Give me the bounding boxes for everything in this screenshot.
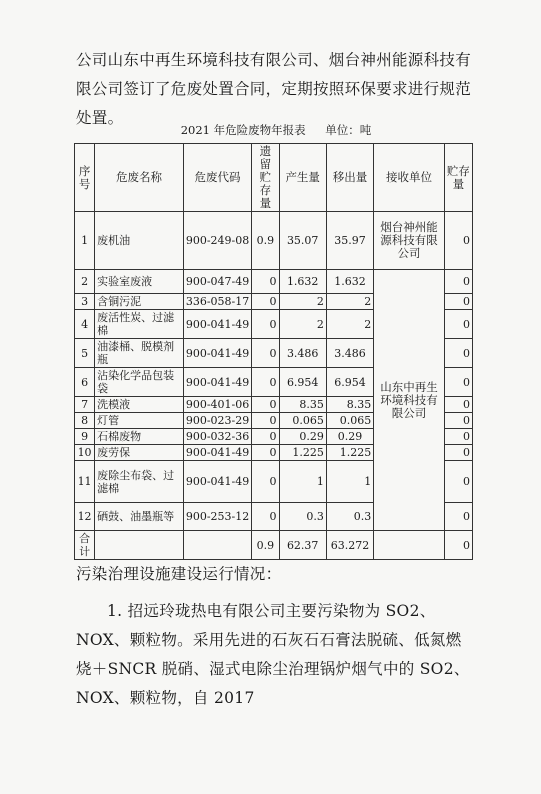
cell-removed: 8.35 [326,397,373,413]
cell-produced: 1.225 [279,445,326,461]
receiver-shenzhou: 烟台神州能源科技有限公司 [374,212,445,270]
cell-legacy: 0.9 [252,212,279,270]
total-empty-code [183,531,252,560]
table-total-row [75,531,473,560]
cell-code: 900-249-08 [183,212,252,270]
cell-removed: 35.97 [326,212,373,270]
intro-paragraph: 公司山东中再生环境科技有限公司、烟台神州能源科技有限公司签订了危废处置合同，定期按照环保要求进行规范处置。 [76,51,472,127]
total-empty-name [95,531,184,560]
total-label: 合计 [75,531,95,560]
cell-produced: 3.486 [279,339,326,368]
cell-stored: 0 [444,294,472,310]
cell-legacy: 0 [252,445,279,461]
cell-removed: 2 [326,310,373,339]
cell-produced: 1.632 [279,270,326,294]
header-removed: 移出量 [326,144,373,212]
cell-name: 石棉废物 [95,429,184,445]
cell-legacy: 0 [252,270,279,294]
cell-removed: 1.225 [326,445,373,461]
cell-code: 900-023-29 [183,413,252,429]
cell-no: 12 [75,503,95,531]
total-stored: 0 [444,531,472,560]
cell-produced: 0.3 [279,503,326,531]
cell-legacy: 0 [252,413,279,429]
cell-stored: 0 [444,339,472,368]
cell-removed: 1.632 [326,270,373,294]
table-header-row [75,144,473,212]
cell-removed: 2 [326,294,373,310]
cell-no: 11 [75,461,95,503]
cell-removed: 3.486 [326,339,373,368]
cell-code: 900-041-49 [183,339,252,368]
cell-code: 336-058-17 [183,294,252,310]
cell-removed: 0.065 [326,413,373,429]
cell-stored: 0 [444,503,472,531]
receiver-zhongzaisheng: 山东中再生环境科技有限公司 [374,270,445,531]
cell-stored: 0 [444,397,472,413]
header-no: 序号 [75,144,95,212]
cell-code: 900-041-49 [183,310,252,339]
cell-legacy: 0 [252,461,279,503]
cell-legacy: 0 [252,368,279,397]
cell-name: 油漆桶、脱模剂瓶 [95,339,184,368]
cell-produced: 0.065 [279,413,326,429]
table-row [75,270,473,294]
cell-produced: 2 [279,310,326,339]
total-produced: 62.37 [279,531,326,560]
header-produced: 产生量 [279,144,326,212]
cell-name: 含铜污泥 [95,294,184,310]
section-title: 污染治理设施建设运行情况： [76,565,282,583]
cell-stored: 0 [444,270,472,294]
cell-no: 9 [75,429,95,445]
total-legacy: 0.9 [252,531,279,560]
cell-name: 实验室废液 [95,270,184,294]
header-receiver: 接收单位 [374,144,445,212]
cell-name: 废除尘布袋、过滤棉 [95,461,184,503]
cell-code: 900-401-06 [183,397,252,413]
header-legacy: 遗留贮存量 [252,144,279,212]
cell-no: 10 [75,445,95,461]
cell-removed: 0.29 [326,429,373,445]
cell-name: 沾染化学品包装袋 [95,368,184,397]
cell-code: 900-047-49 [183,270,252,294]
cell-removed: 6.954 [326,368,373,397]
cell-name: 废机油 [95,212,184,270]
table-caption [76,122,476,138]
cell-no: 5 [75,339,95,368]
cell-name: 硒鼓、油墨瓶等 [95,503,184,531]
cell-name: 灯管 [95,413,184,429]
cell-stored: 0 [444,445,472,461]
cell-name: 洗模液 [95,397,184,413]
cell-legacy: 0 [252,397,279,413]
table-row [75,212,473,270]
cell-removed: 0.3 [326,503,373,531]
body-paragraph: 1. 招远玲珑热电有限公司主要污染物为 SO2、NOX、颗粒物。采用先进的石灰石石膏法脱硫、低氮燃烧＋SNCR 脱硝、湿式电除尘治理锅炉烟气中的 SO2、NOX、颗粒物，自 2017 [76,602,470,707]
cell-produced: 6.954 [279,368,326,397]
total-empty-receiver [374,531,445,560]
cell-no: 8 [75,413,95,429]
hazardous-waste-table [74,143,473,560]
cell-name: 废活性炭、过滤棉 [95,310,184,339]
cell-code: 900-041-49 [183,461,252,503]
cell-no: 4 [75,310,95,339]
cell-produced: 35.07 [279,212,326,270]
cell-legacy: 0 [252,503,279,531]
cell-code: 900-032-36 [183,429,252,445]
header-name: 危废名称 [95,144,184,212]
header-code: 危废代码 [183,144,252,212]
cell-produced: 1 [279,461,326,503]
cell-legacy: 0 [252,310,279,339]
cell-produced: 2 [279,294,326,310]
table-unit: 单位：吨 [325,123,372,137]
cell-stored: 0 [444,368,472,397]
cell-stored: 0 [444,429,472,445]
cell-produced: 8.35 [279,397,326,413]
cell-legacy: 0 [252,339,279,368]
total-removed: 63.272 [326,531,373,560]
cell-no: 6 [75,368,95,397]
cell-stored: 0 [444,212,472,270]
cell-code: 900-041-49 [183,368,252,397]
cell-legacy: 0 [252,294,279,310]
cell-stored: 0 [444,461,472,503]
cell-legacy: 0 [252,429,279,445]
cell-no: 1 [75,212,95,270]
cell-code: 900-041-49 [183,445,252,461]
cell-produced: 0.29 [279,429,326,445]
header-stored: 贮存量 [444,144,472,212]
cell-stored: 0 [444,310,472,339]
cell-no: 2 [75,270,95,294]
cell-removed: 1 [326,461,373,503]
cell-stored: 0 [444,413,472,429]
cell-no: 3 [75,294,95,310]
cell-code: 900-253-12 [183,503,252,531]
cell-name: 废劳保 [95,445,184,461]
table-title: 2021 年危险废物年报表 [180,123,306,137]
cell-no: 7 [75,397,95,413]
